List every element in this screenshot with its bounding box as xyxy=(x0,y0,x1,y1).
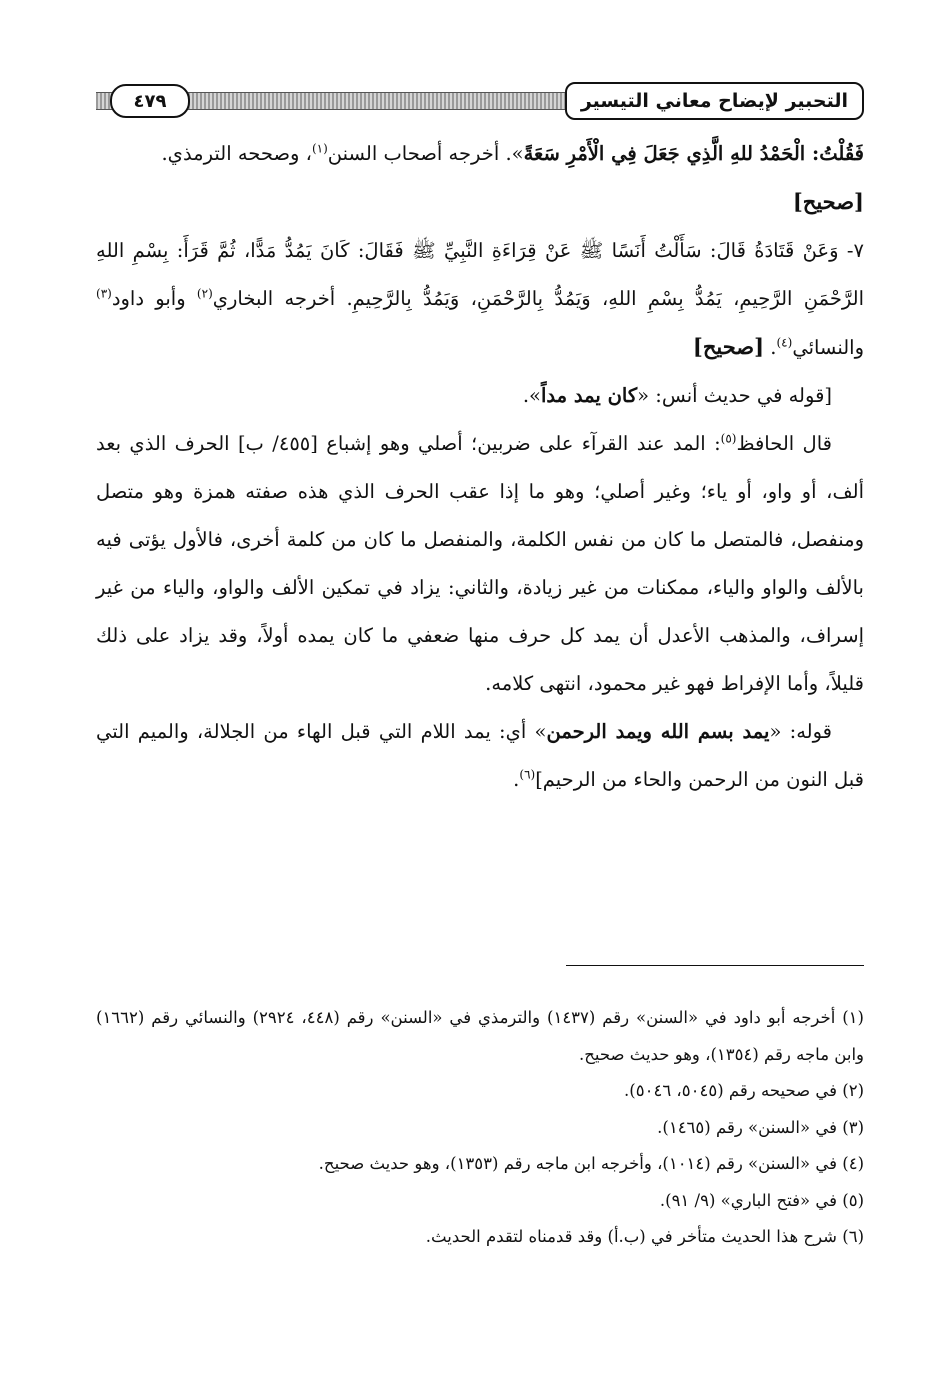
footnote-ref: (٢) xyxy=(196,286,213,301)
footnote-4: (٤) في «السنن» رقم (١٠١٤)، وأخرجه ابن ماجه رقم (١٣٥٣)، وهو حديث صحيح. xyxy=(318,1154,864,1173)
quoted-phrase: كان يمد مداً xyxy=(540,384,638,407)
footnotes xyxy=(96,1000,864,1256)
text-span: ». أخرجه أصحاب السنن xyxy=(327,142,524,165)
text-span: . xyxy=(513,768,520,791)
verdict-line xyxy=(96,178,864,227)
text-span: ». xyxy=(522,384,541,407)
footnote-ref: (٤) xyxy=(776,335,793,350)
commentary-text: » أي: يمد اللام التي قبل الهاء من الجلالة، والميم التي قبل النون من الرحمن والحاء من الرحيم] xyxy=(96,720,864,791)
footnote-separator xyxy=(566,965,864,966)
paragraph-hadith-end xyxy=(96,130,864,178)
footnote-5: (٥) في «فتح الباري» (٩/ ٩١). xyxy=(659,1190,864,1210)
verdict-label: [صحيح] xyxy=(692,334,765,359)
quoted-hadith: فَقُلْتُ: الْحَمْدُ للهِ الَّذِي جَعَلَ فِي الْأَمْرِ سَعَةً xyxy=(523,142,864,165)
text-span: قوله: « xyxy=(769,720,832,743)
text-span: [قوله في حديث أنس: « xyxy=(637,384,832,407)
paragraph-commentary-intro xyxy=(96,372,864,420)
text-span: ، وصححه الترمذي. xyxy=(161,142,312,165)
footnote-3: (٣) في «السنن» رقم (١٤٦٥). xyxy=(657,1117,864,1137)
paragraph-hadith-7 xyxy=(96,227,864,372)
verdict-label: [صحيح] xyxy=(792,189,864,214)
footnote-2: (٢) في صحيحه رقم (٥٠٤٥، ٥٠٤٦). xyxy=(624,1081,864,1100)
footnote-1: (١) أخرجه أبو داود في «السنن» رقم (١٤٣٧) والترمذي في «السنن» رقم (٤٤٨، ٢٩٢٤) والنسائي رقم (١٦٦٢) وابن ماجه رقم (١٣٥٤)، وهو حديث صحيح. xyxy=(96,1008,864,1064)
paragraph-hafiz xyxy=(96,420,864,708)
quoted-phrase: يمد بسم الله ويمد الرحمن xyxy=(546,720,770,743)
running-header xyxy=(96,82,864,120)
footnote-ref: (٦) xyxy=(519,767,536,782)
text-span: . xyxy=(764,336,777,359)
footnote-6: (٦) شرح هذا الحديث متأخر في (ب.أ) وقد قدمناه لتقدم الحديث. xyxy=(425,1227,864,1246)
main-text xyxy=(96,130,864,804)
page-number: ٤٧٩ xyxy=(110,84,190,118)
text-span: وأبو داود xyxy=(111,287,197,310)
footnote-ref: (٣) xyxy=(96,286,112,301)
footnote-ref: (٥) xyxy=(720,431,737,446)
text-span: والنسائي xyxy=(792,336,864,359)
hadith-text: ٧- وَعَنْ قَتَادَةُ قَالَ: سَأَلْتُ أَنَسًا ﷺ عَنْ قِرَاءَةِ النَّبِيِّ ﷺ فَقَالَ: كَانَ يَمُدُّ مَدًّا، ثُمَّ قَرَأَ: بِسْمِ اللهِ الرَّحْمَنِ الرَّحِيمِ، يَمُدُّ بِسْمِ اللهِ، وَيَمُدُّ بِالرَّحْمَنِ، وَيَمُدُّ بِالرَّحِيمِ. أخرجه البخاري xyxy=(96,239,864,310)
commentary-text: : المد عند القرآء على ضربين؛ أصلي وهو إشباع [٤٥٥/ ب] الحرف الذي بعد ألف، أو واو، أو ياء؛ وغير أصلي؛ وهو ما إذا عقب الحرف الذي هذه صفته همزة وهو متصل ومنفصل، فالمتصل ما كان من نفس الكلمة، والمنفصل ما كان من كلمة أخرى، فالأول يؤتى فيه بالألف والواو والياء، ممكنات من غير زيادة، والثاني: يزاد في تمكين الألف والواو، والياء من غير إسراف، والمذهب الأعدل أن يمد كل حرف منها ضعفي ما كان يمده أولاً، وقد يزاد على ذلك قليلاً، وأما الإفراط فهو غير محمود، انتهى كلامه. xyxy=(96,432,864,695)
paragraph-explanation xyxy=(96,708,864,804)
book-title: التحبير لإيضاح معاني التيسير xyxy=(565,82,864,120)
footnote-ref: (١) xyxy=(311,141,328,156)
text-span: قال الحافظ xyxy=(736,432,832,455)
